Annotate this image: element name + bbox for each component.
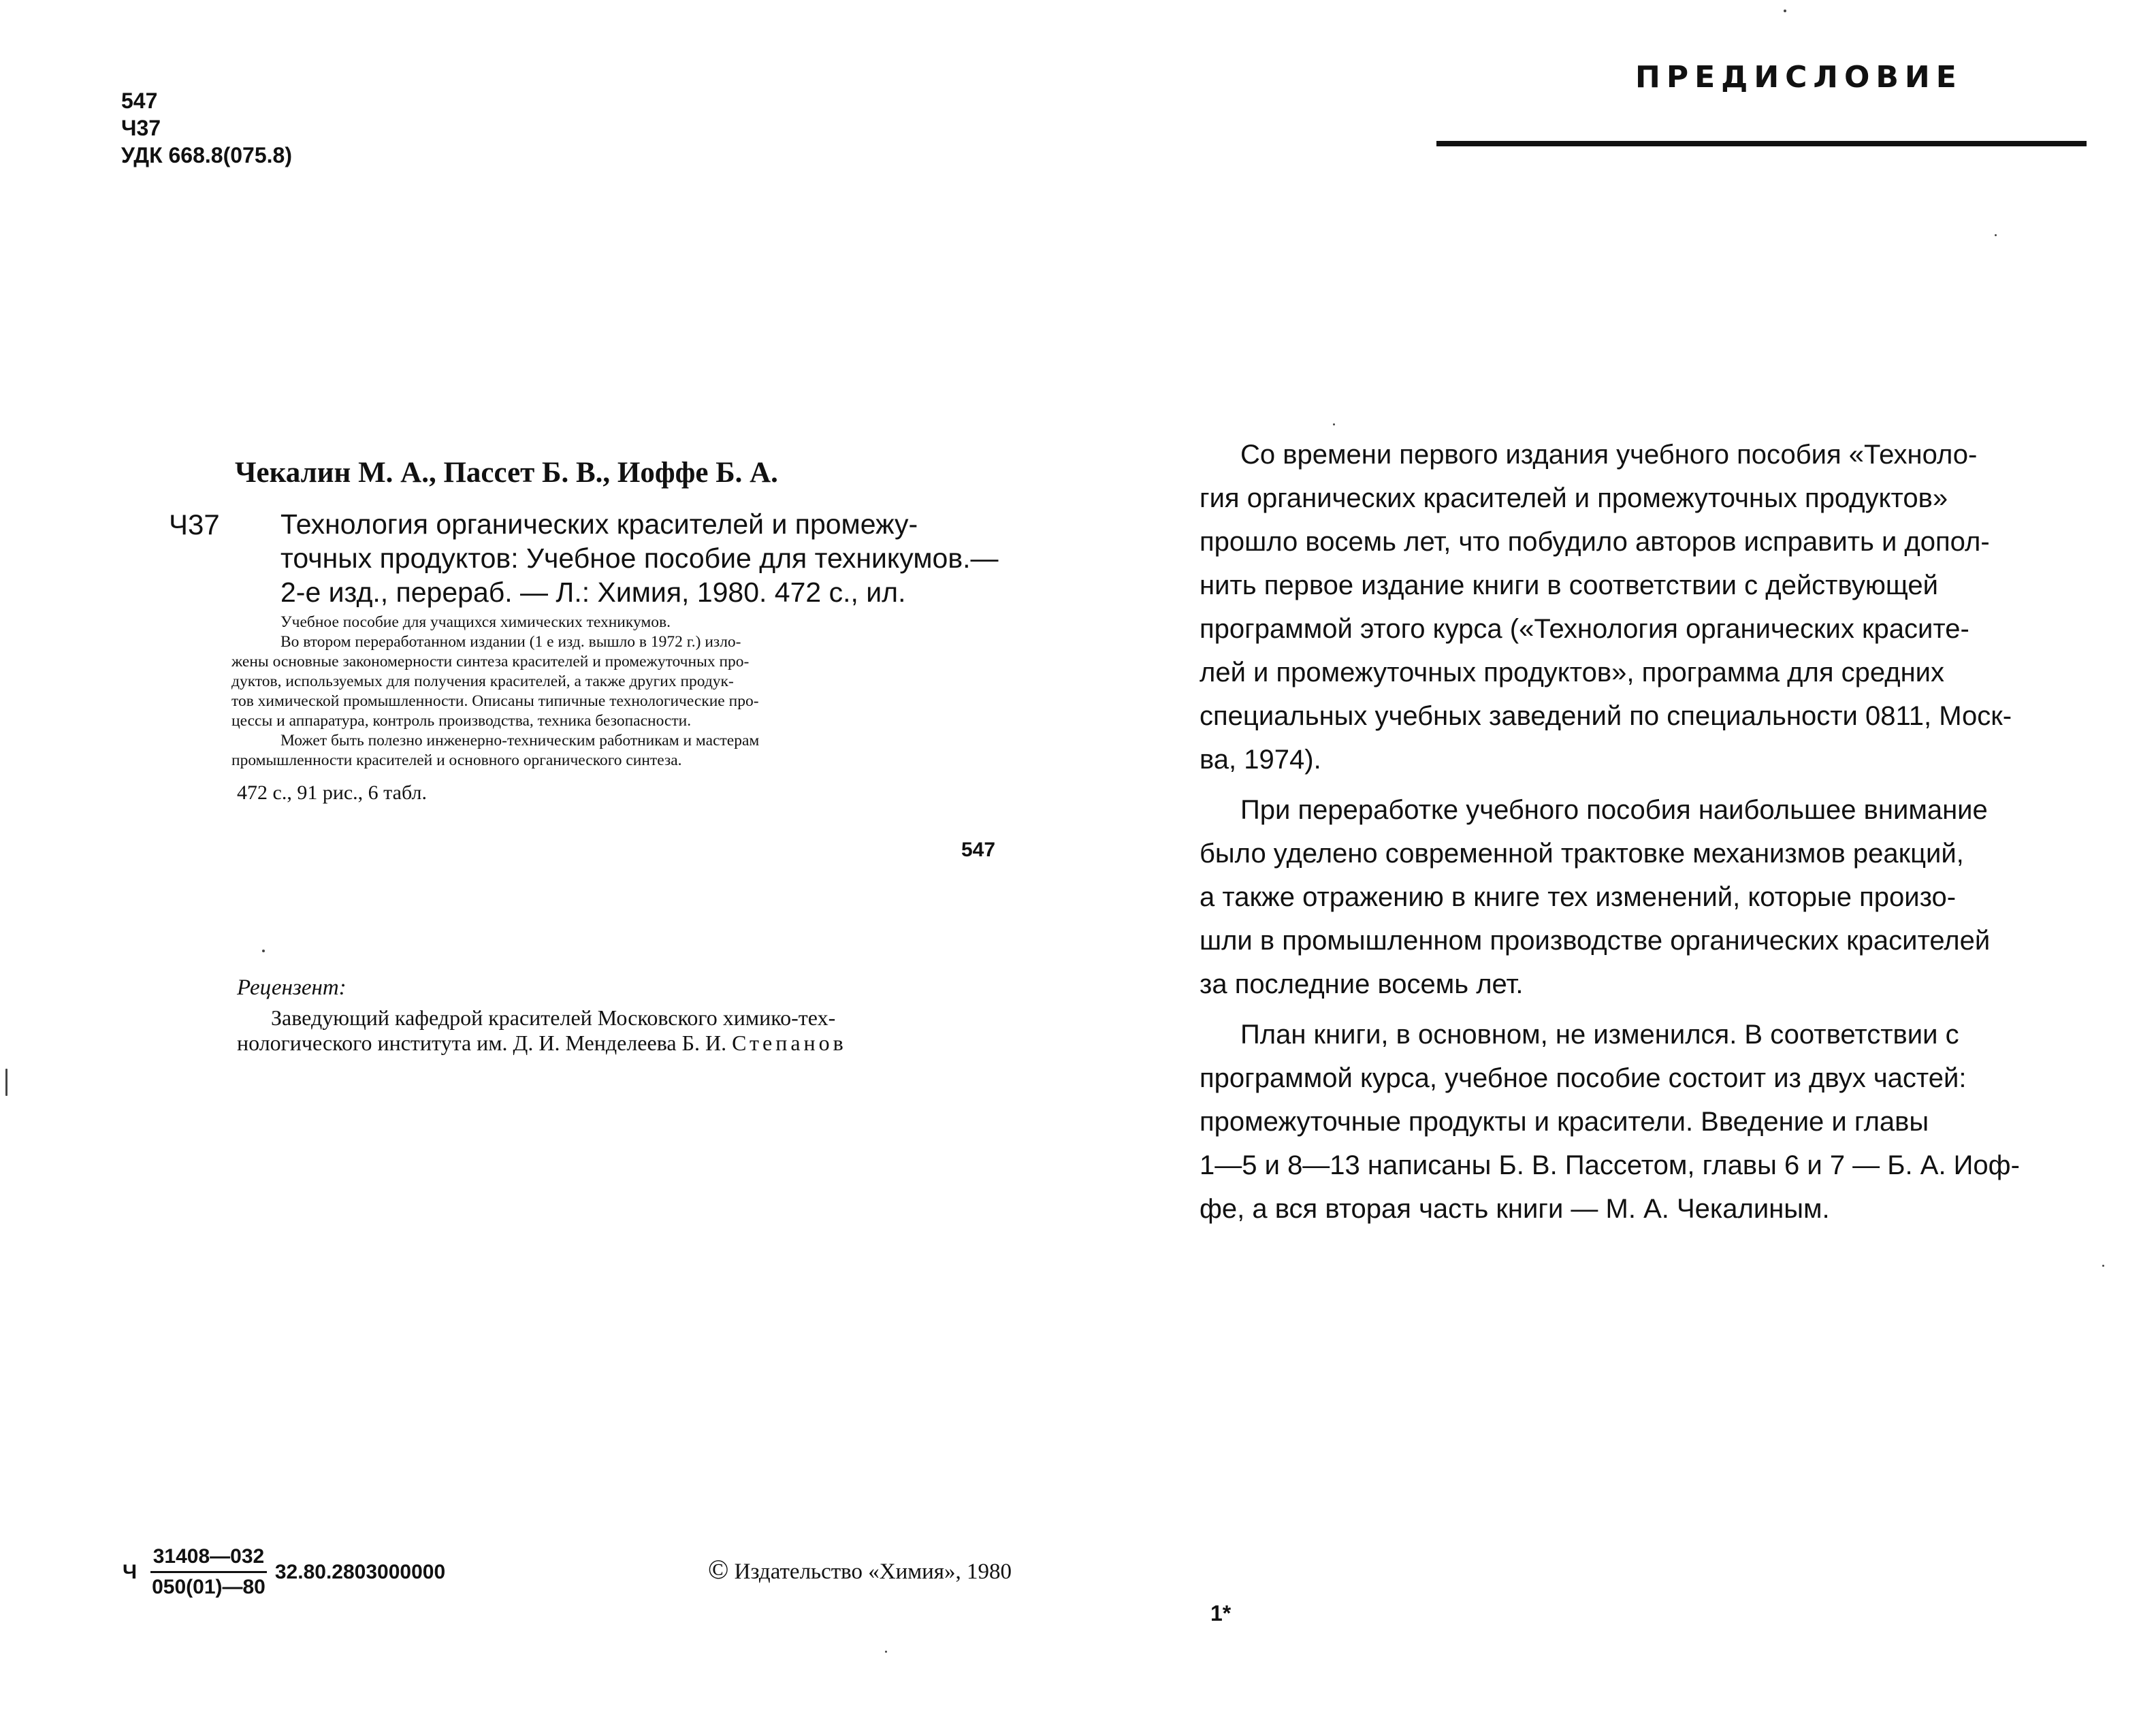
reviewer-text bbox=[237, 1005, 847, 1056]
scan-speck bbox=[1333, 423, 1335, 425]
title-line: 2-е изд., перераб. — Л.: Химия, 1980. 472 с., ил. bbox=[280, 577, 906, 608]
paragraph-1 bbox=[1200, 433, 2071, 781]
classification-codes bbox=[121, 87, 292, 169]
text-line: 1—5 и 8—13 написаны Б. В. Пассетом, главы 6 и 7 — Б. А. Иоф- bbox=[1200, 1150, 2020, 1180]
text-line: Со времени первого издания учебного пособия «Техноло- bbox=[1240, 440, 1978, 470]
bbk-code: 547 bbox=[961, 839, 996, 861]
reviewer-line-prefix: нологического института им. Д. И. Менделеева Б. И. bbox=[237, 1031, 727, 1055]
heading-rule bbox=[1436, 141, 2087, 146]
index-denominator: 050(01)—80 bbox=[152, 1576, 266, 1598]
bibliographic-title bbox=[280, 507, 999, 609]
scan-speck bbox=[885, 1651, 887, 1653]
annotation-line: дуктов, используемых для получения красителей, а также других продук- bbox=[231, 673, 734, 690]
title-line: точных продуктов: Учебное пособие для техникумов.— bbox=[280, 543, 999, 574]
annotation-line: Во втором переработанном издании (1 е изд. вышло в 1972 г.) изло- bbox=[280, 633, 741, 651]
scan-speck bbox=[2102, 1265, 2104, 1267]
scan-speck bbox=[262, 950, 265, 952]
text-line: фе, а вся вторая часть книги — М. А. Чекалиным. bbox=[1200, 1194, 1830, 1224]
text-line: При переработке учебного пособия наибольшее внимание bbox=[1240, 795, 1988, 825]
text-line: промежуточные продукты и красители. Введение и главы bbox=[1200, 1107, 1929, 1137]
scan-edge-mark bbox=[5, 1069, 7, 1096]
text-line: ва, 1974). bbox=[1200, 745, 1321, 775]
index-code: 32.80.2803000000 bbox=[274, 1560, 446, 1583]
annotation-line: цессы и аппаратура, контроль производства, техника безопасности. bbox=[231, 712, 692, 730]
sheet-mark: 1* bbox=[1210, 1601, 1232, 1625]
index-fraction bbox=[149, 1545, 268, 1599]
scan-speck bbox=[1784, 10, 1786, 12]
reviewer-surname: Степанов bbox=[732, 1031, 847, 1055]
page-stats: 472 с., 91 рис., 6 табл. bbox=[237, 781, 427, 804]
class-code-547: 547 bbox=[121, 88, 158, 113]
copyright-icon: © bbox=[708, 1554, 729, 1585]
text-line: прошло восемь лет, что побудило авторов исправить и допол- bbox=[1200, 527, 1990, 557]
authors-line: Чекалин М. А., Пассет Б. В., Иоффе Б. А. bbox=[235, 457, 778, 489]
scan-speck bbox=[1995, 234, 1997, 236]
annotation-line: промышленности красителей и основного органического синтеза. bbox=[231, 751, 682, 769]
text-line: специальных учебных заведений по специальности 0811, Моск- bbox=[1200, 701, 2012, 731]
paragraph-3 bbox=[1200, 1013, 2071, 1231]
annotation-line: жены основные закономерности синтеза красителей и промежуточных про- bbox=[231, 653, 750, 670]
class-code-udk: УДК 668.8(075.8) bbox=[121, 143, 292, 167]
class-code-ch37: Ч37 bbox=[121, 116, 161, 140]
annotation-line: Учебное пособие для учащихся химических техникумов. bbox=[280, 613, 671, 631]
catalog-code: Ч37 bbox=[169, 508, 220, 540]
preface-body bbox=[1200, 433, 2071, 1237]
reviewer-line bbox=[237, 1031, 847, 1056]
copyright-text: Издательство «Химия», 1980 bbox=[734, 1559, 1012, 1584]
text-line: План книги, в основном, не изменился. В соответствии с bbox=[1240, 1020, 1959, 1050]
page-title: ПРЕДИСЛОВИЕ bbox=[1635, 60, 1963, 95]
text-line: гия органических красителей и промежуточных продуктов» bbox=[1200, 483, 1948, 513]
publication-index bbox=[123, 1545, 445, 1599]
text-line: за последние восемь лет. bbox=[1200, 969, 1524, 999]
text-line: программой курса, учебное пособие состоит из двух частей: bbox=[1200, 1063, 1967, 1093]
text-line: а также отражению в книге тех изменений, которые произо- bbox=[1200, 882, 1957, 912]
reviewer-label: Рецензент: bbox=[237, 975, 347, 1000]
text-line: лей и промежуточных продуктов», программа для средних bbox=[1200, 658, 1945, 687]
index-numerator: 31408—032 bbox=[150, 1545, 267, 1573]
title-line: Технология органических красителей и промежу- bbox=[280, 508, 918, 540]
text-line: было уделено современной трактовке механизмов реакций, bbox=[1200, 839, 1964, 869]
paragraph-2 bbox=[1200, 788, 2071, 1006]
annotation-line: тов химической промышленности. Описаны типичные технологические про- bbox=[231, 692, 759, 710]
annotation bbox=[231, 613, 999, 771]
index-letter: Ч bbox=[123, 1560, 138, 1583]
copyright-line bbox=[708, 1553, 1012, 1585]
text-line: шли в промышленном производстве органических красителей bbox=[1200, 926, 1991, 956]
reviewer-line: Заведующий кафедрой красителей Московского химико-тех- bbox=[271, 1005, 836, 1030]
annotation-line: Может быть полезно инженерно-техническим работникам и мастерам bbox=[280, 732, 760, 749]
text-line: нить первое издание книги в соответствии с действующей bbox=[1200, 570, 1938, 600]
text-line: программой этого курса («Технология органических красите- bbox=[1200, 614, 1969, 644]
